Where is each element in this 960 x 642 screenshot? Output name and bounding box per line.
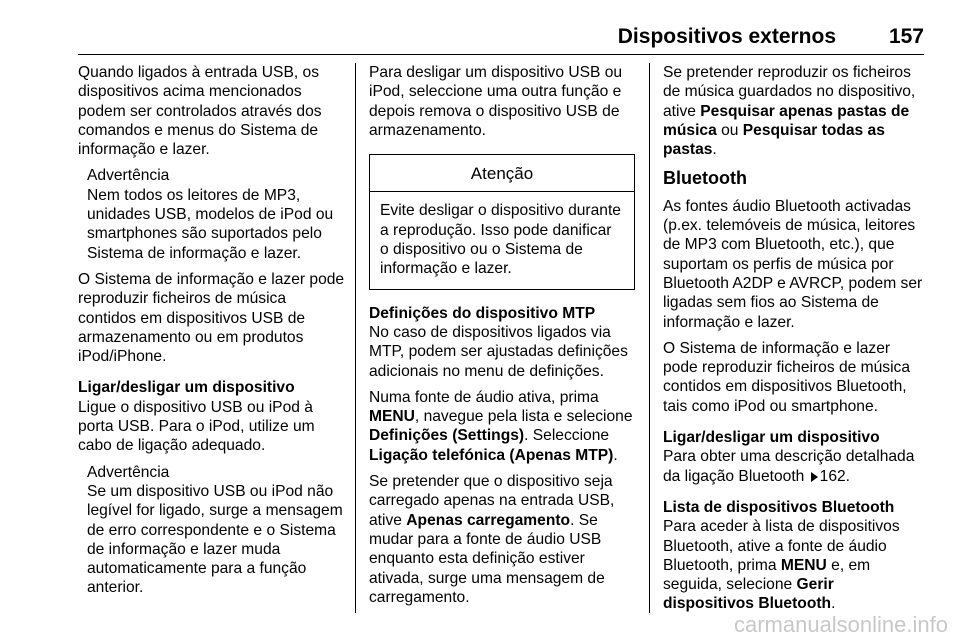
text-run: . Seleccione [524,427,610,445]
caution-text: Evite desligar o dispositivo durante a reprodução. Isso pode danificar o dispositivo ou o Sistema de informação e lazer. [380,202,621,278]
menu-option: Apenas carregamento [406,511,571,529]
text-run: , navegue pela lista e selecione [414,408,633,426]
note-title: Advertência [87,167,170,185]
section-heading: Bluetooth [663,168,747,189]
column-1 [78,63,346,605]
paragraph: As fontes áudio Bluetooth activadas (p.ex. telemóveis de música, leitores de MP3 com Bluetooth, etc.), que suportam os perfis de música por Bluetooth A2DP e AVRCP, podem ser ligadas sem fios ao Sistema de informação e lazer. [663,197,923,331]
paragraph: Para desligar um dispositivo USB ou iPod, seleccione uma outra função e depois remova o dispositivo USB de armazenamento. [369,64,623,139]
menu-option: Definições (Settings) [369,427,525,445]
menu-option: Ligação telefónica (Apenas MTP) [369,446,614,464]
caution-box [369,154,635,289]
watermark: carmanualsonline.info [733,612,948,637]
text-run: . [712,141,717,159]
subheading: Ligar/desligar um dispositivo [78,379,295,397]
text-run: Para aceder à lista de dispositivos Bluetooth, ative a fonte de áudio Bluetooth, prima [663,518,900,574]
menu-option: Gerir dispositivos Bluetooth [663,576,834,613]
text-run: Se pretender que o dispositivo seja carregado apenas na entrada USB, ative [369,473,615,529]
text-run: ou [716,121,743,139]
subheading: Lista de dispositivos Bluetooth [663,498,895,516]
arrow-right-icon [811,472,818,482]
text-run: . [831,595,836,613]
text-run: Numa fonte de áudio ativa, prima [369,388,599,406]
caution-title: Atenção [370,155,634,192]
menu-option: Pesquisar todas as pastas [663,121,885,159]
paragraph: O Sistema de informação e lazer pode reproduzir ficheiros de música contidos em dispositivos Bluetooth, tais como iPod ou smartphone. [663,339,911,415]
text-run: Se pretender reproduzir os ficheiros de música guardados no dispositivo, ative [663,64,916,120]
note-block [78,463,346,598]
text-run: Para obter uma descrição detalhada da ligação Bluetooth [663,448,915,485]
paragraph [663,447,927,486]
text-run: e, em seguida, selecione [663,556,871,594]
paragraph [369,388,635,465]
paragraph: O Sistema de informação e lazer pode reproduzir ficheiros de música contidos em dispositivos USB de armazenamento ou em produtos iPod/iPhone. [78,270,345,366]
column-3 [663,63,927,621]
page-number: 157 [888,25,924,48]
subheading: Ligar/desligar um dispositivo [663,429,880,447]
note-text: Nem todos os leitores de MP3, unidades USB, modelos de iPod ou smartphones são suportados pelo Sistema de informação e lazer. [87,186,334,262]
text-run: . [613,446,618,464]
text-run: . Se mudar para a fonte de áudio USB enquanto esta definição estiver ativada, surge uma mensagem de carregamento. [369,511,605,606]
paragraph: No caso de dispositivos ligados via MTP, podem ser ajustadas definições adicionais no menu de definições. [369,323,628,380]
paragraph [369,472,635,607]
paragraph: Quando ligados à entrada USB, os dispositivos acima mencionados podem ser controlados através dos comandos e menus do Sistema de informação e lazer. [78,64,322,159]
subheading: Definições do dispositivo MTP [369,304,596,322]
page-reference[interactable]: 162. [819,467,851,485]
column-divider [649,63,650,613]
menu-option: Pesquisar apenas pastas de música [663,102,910,139]
paragraph [663,517,927,613]
note-title: Advertência [87,463,170,481]
page-title: Dispositivos externos [617,25,836,48]
column-2 [369,63,635,614]
paragraph: Ligue o dispositivo USB ou iPod à porta USB. Para o iPod, utilize um cabo de ligação adequado. [78,398,315,455]
page-header [78,20,924,55]
menu-key: MENU [780,556,827,574]
note-block [78,166,346,262]
paragraph [663,63,927,159]
menu-key: MENU [369,408,415,426]
note-text: Se um dispositivo USB ou iPod não legível for ligado, surge a mensagem de erro correspondente e o Sistema de informação e lazer muda automaticamente para a função anterior. [87,482,343,597]
column-divider [355,63,356,613]
